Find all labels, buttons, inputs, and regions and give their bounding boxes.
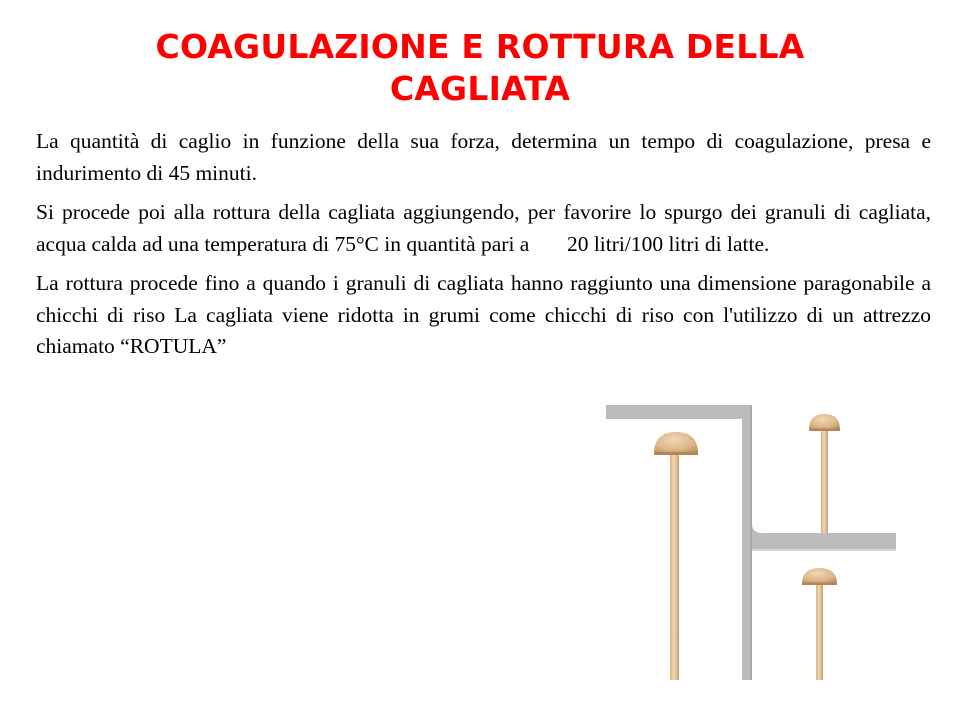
paragraph-coagulation: La quantità di caglio in funzione della sua forza, determina un tempo di coagulazione, presa e indurimento di 45 minuti. bbox=[36, 129, 931, 185]
slide-title: COAGULAZIONE E ROTTURA DELLA CAGLIATA bbox=[155, 27, 805, 108]
paragraph-rottura: Si procede poi alla rottura della cagliata aggiungendo, per favorire lo spurgo dei granuli di cagliata, acqua calda ad una temperatura di 75°C in quantità pari a 20 litri/100 litri di latte. bbox=[36, 200, 931, 256]
paragraph-rotula: La rottura procede fino a quando i granuli di cagliata hanno raggiunto una dimensione paragonabile a chicchi di riso La cagliata viene ridotta in grumi come chicchi di riso con l'utilizzo di un attrezzo chiamato “ROTULA” bbox=[36, 271, 931, 358]
slide-body bbox=[36, 126, 931, 371]
rotula-tools-photo bbox=[606, 405, 896, 680]
